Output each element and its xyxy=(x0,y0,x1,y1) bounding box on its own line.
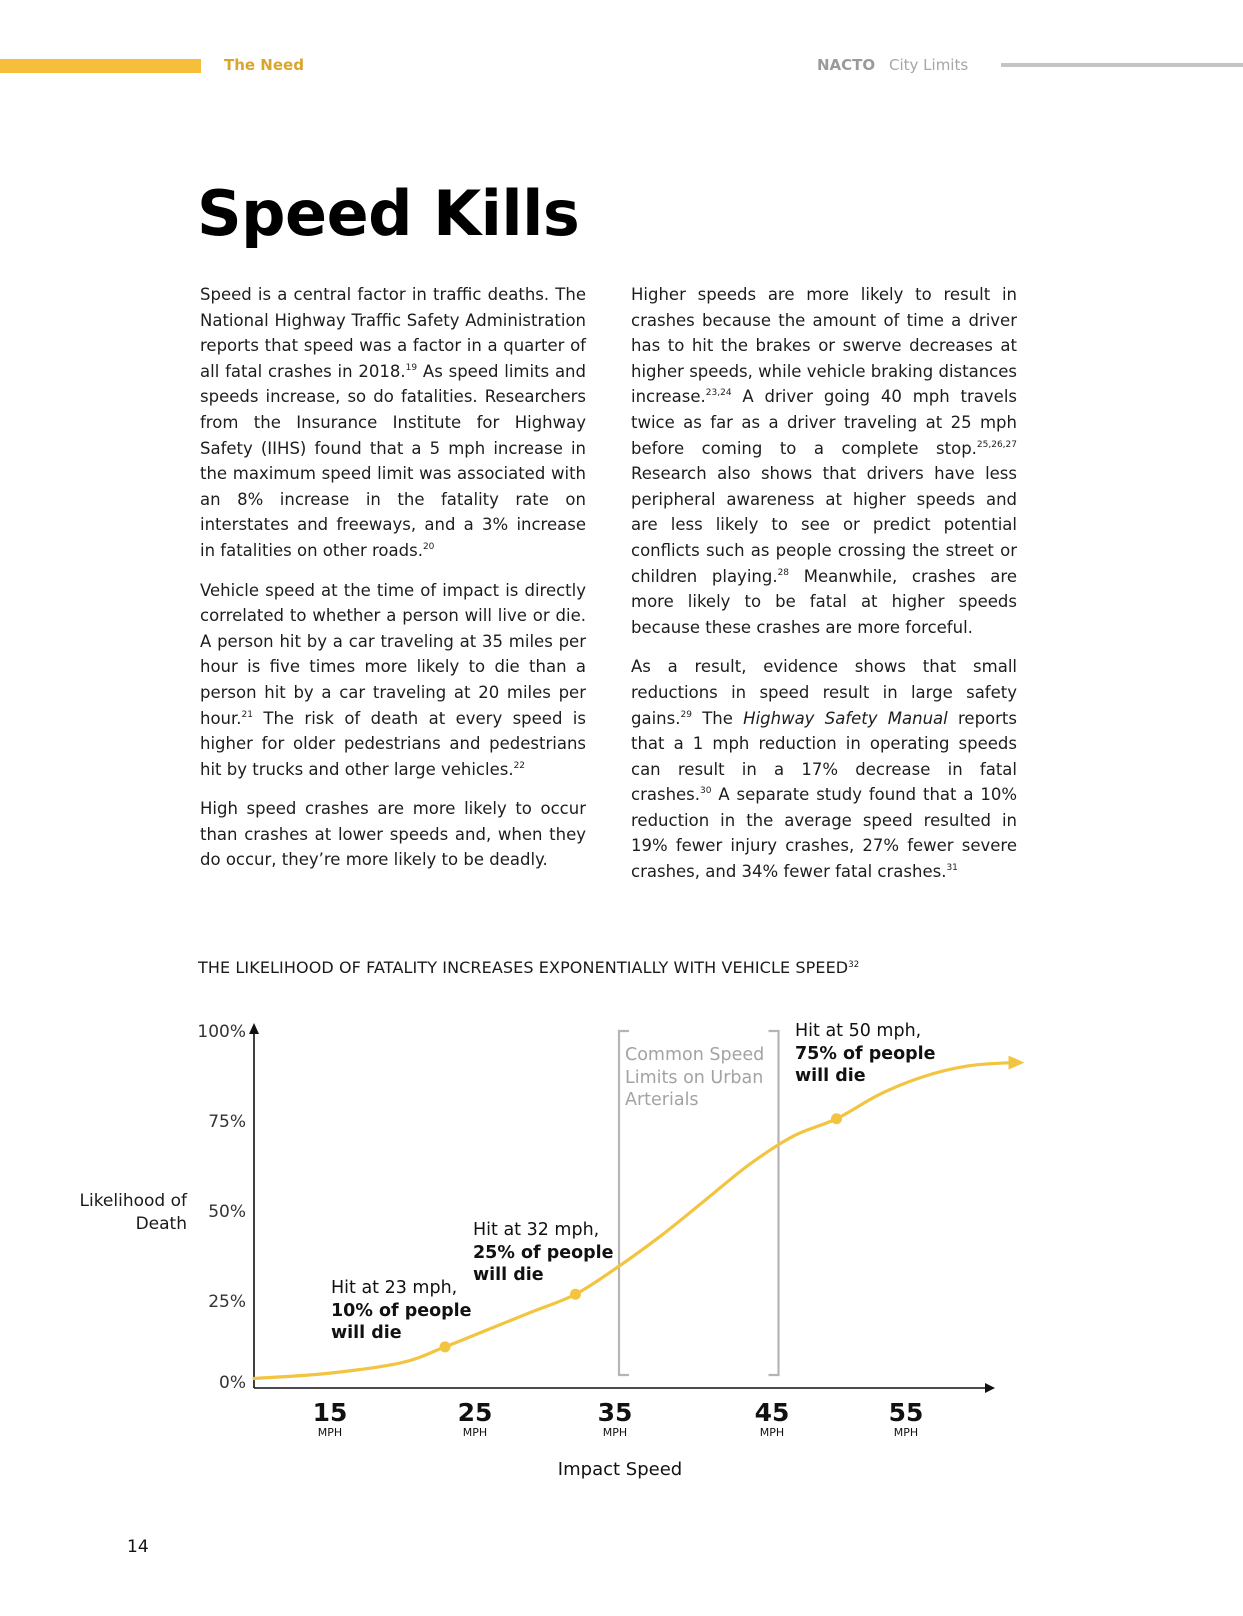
footnote-ref: 21 xyxy=(241,709,253,720)
page-title: Speed Kills xyxy=(197,177,580,250)
highlight-point xyxy=(570,1289,581,1300)
annotation-23mph: Hit at 23 mph, 10% of people will die xyxy=(331,1278,472,1343)
x-tick-label: 55 MPH xyxy=(888,1398,924,1439)
x-tick-label: 15 MPH xyxy=(312,1398,348,1439)
y-tick-label: 100% xyxy=(197,1022,246,1042)
footnote-ref: 20 xyxy=(422,541,435,552)
y-tick-label: 50% xyxy=(208,1202,246,1222)
footnote-ref: 31 xyxy=(946,863,958,874)
y-axis-label: Likelihood of Death xyxy=(79,1191,187,1234)
y-tick-label: 0% xyxy=(219,1373,246,1393)
paragraph: Vehicle speed at the time of impact is directly correlated to whether a person will live or die. A person hit by a car traveling at 35 miles per hour is five times more likely to die than a person hit by a car traveling at 20 miles per hour.$^{21}$ The risk of death at every speed is higher for older pedestrians and pedestrians hit by trucks and other large vehicles.$^{22}$ xyxy=(200,580,586,779)
x-tick-label: 45 MPH xyxy=(754,1398,790,1439)
y-tick-label: 25% xyxy=(208,1292,246,1312)
footnote-ref: 30 xyxy=(700,786,712,797)
section-label: The Need xyxy=(224,56,304,74)
x-tick-label: 35 MPH xyxy=(597,1398,633,1439)
highlight-point xyxy=(831,1113,842,1124)
paragraph: Speed is a central factor in traffic deaths. The National Highway Traffic Safety Administration reports that speed was a factor in a quarter of all fatal crashes in 2018.19 As speed limits and speeds increase, so do fatalities. Researchers from the Insurance Institute for Highway Safety (IIHS) found that a 5 mph increase in the maximum speed limit was associated with an 8% increase in the fatality rate on interstates and freeways, and a 3% increase in fatalities on other roads.$^{20}$ xyxy=(200,285,586,560)
publication-label: City Limits xyxy=(889,56,969,74)
y-axis-arrow xyxy=(249,1023,259,1034)
bracket-right xyxy=(769,1031,779,1375)
x-tick-label: 25 MPH xyxy=(457,1398,493,1439)
annotation-50mph: Hit at 50 mph, 75% of people will die xyxy=(795,1021,936,1086)
footnote-ref: 25,26,27 xyxy=(976,439,1017,450)
brand-label: NACTO xyxy=(817,56,876,74)
footnote-ref: 23,24 xyxy=(705,388,732,399)
paragraph: As a result, evidence shows that small reductions in speed result in large safety gains.$^{29}$ The Highway Safety Manual reports that a 1 mph reduction in operating speeds can result in a 17% decrease in fatal crashes.$^{30}$ A separate study found that a 10% reduction in the average speed resulted in 19% fewer injury crashes, 27% fewer severe crashes, and 34% fewer fatal crashes.$^{31}$ xyxy=(631,657,1017,882)
footnote-ref: 19 xyxy=(405,362,418,373)
footnote-ref: 29 xyxy=(680,709,692,720)
chart-title: THE LIKELIHOOD OF FATALITY INCREASES EXPONENTIALLY WITH VEHICLE SPEED$^{32}$ xyxy=(198,958,860,977)
paragraph: Higher speeds are more likely to result in crashes because the amount of time a driver has to hit the brakes or swerve decreases at higher speeds, while vehicle braking distances increase.$^{23,24}$ A driver going 40 mph travels twice as far as a driver traveling at 25 mph before coming to a complete stop.$^{25,26,27}$ Research also shows that drivers have less peripheral awareness at higher speeds and are less likely to see or predict potential conflicts such as people crossing the street or children playing.$^{28}$ Meanwhile, crashes are more likely to be fatal at higher speeds because these crashes are more forceful. xyxy=(631,285,1017,637)
x-axis-label: Impact Speed xyxy=(557,1459,683,1480)
common-speed-limits-label: Common Speed Limits on Urban Arterials xyxy=(625,1045,765,1110)
curve-arrow xyxy=(1009,1056,1025,1070)
footnote-ref: 28 xyxy=(777,567,790,578)
page-number: 14 xyxy=(127,1537,149,1557)
y-tick-label: 75% xyxy=(208,1112,246,1132)
x-axis-arrow xyxy=(985,1383,995,1393)
paragraph: High speed crashes are more likely to occur than crashes at lower speeds and, when they do occur, they’re more likely to be deadly. xyxy=(200,799,586,870)
footnote-ref: 32 xyxy=(848,960,860,970)
footnote-ref: 22 xyxy=(513,760,526,771)
annotation-32mph: Hit at 32 mph, 25% of people will die xyxy=(473,1220,614,1285)
